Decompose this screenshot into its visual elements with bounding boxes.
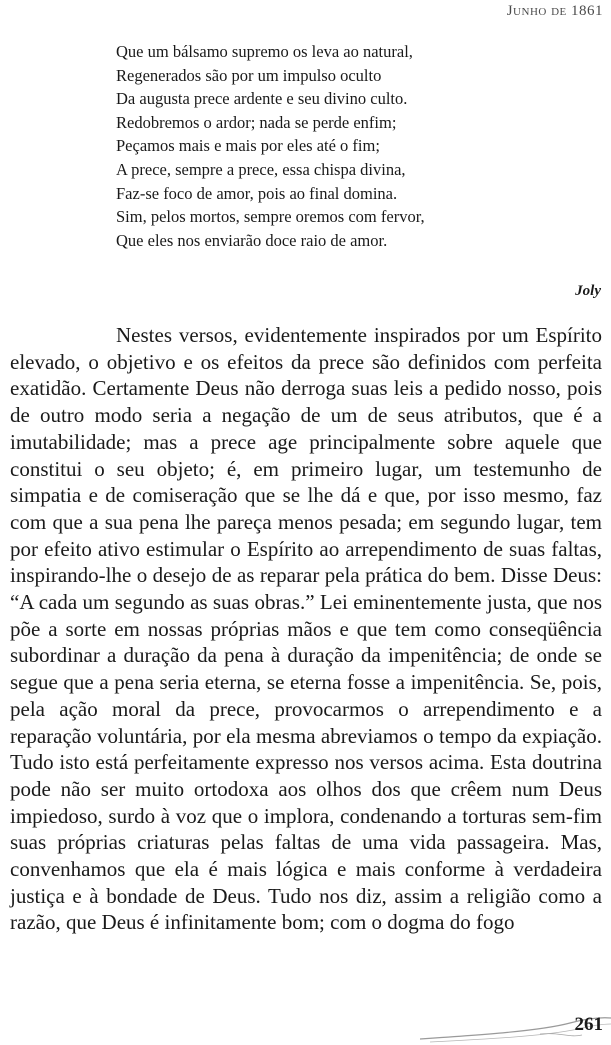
poem-line: A prece, sempre a prece, essa chispa divina,	[116, 159, 406, 179]
poem-line: Regenerados são por um impulso oculto	[116, 65, 382, 85]
page-number: 261	[574, 1014, 603, 1035]
poem-line: Que eles nos enviarão doce raio de amor.	[116, 230, 388, 250]
poem	[116, 40, 425, 252]
body-paragraph: Nestes versos, evidentemente inspirados por um Espírito elevado, o objetivo e os efeitos da prece são definidos com perfeita exatidão. Certamente Deus não derroga suas leis a pedido nosso, pois de outro modo seria a negação de um de seus atributos, que é a imutabilidade; mas a prece age principalmente sobre aquele que constitui o seu objeto; é, em primeiro lugar, um testemunho de simpatia e de comiseração que se lhe dá e que, por isso mesmo, faz com que a sua pena lhe pareça menos pesada; em segundo lugar, tem por efeito ativo estimular o Espírito ao arrependimento de suas faltas, inspirando-lhe o desejo de as reparar pela prática do bem. Disse Deus: “A cada um segundo as suas obras.” Lei eminentemente justa, que nos põe a sorte em nossas próprias mãos e que tem como conseqüência subordinar a duração da pena à duração da impenitência; de onde se segue que a pena seria eterna, se eterna fosse a impenitência. Se, pois, pela ação moral da prece, provocarmos o arrependimento e a reparação voluntária, por ela mesma abreviamos o tempo da expiação. Tudo isto está perfeitamente expresso nos versos acima. Esta doutrina pode não ser muito ortodoxa aos olhos dos que crêem num Deus impiedoso, surdo à voz que o implora, condenando a torturas sem-fim suas próprias criaturas pelas faltas de uma vida passageira. Mas, convenhamos que ela é mais lógica e mais conforme à verdadeira justiça e à bondade de Deus. Tudo nos diz, assim a religião como a razão, que Deus é infinitamente bom; com o dogma do fogo	[10, 323, 602, 935]
poem-line: Redobremos o ardor; nada se perde enfim;	[116, 112, 397, 132]
poem-line: Faz-se foco de amor, pois ao final domina.	[116, 183, 398, 203]
poem-line: Que um bálsamo supremo os leva ao natural,	[116, 42, 413, 61]
poem-line: Da augusta prece ardente e seu divino culto.	[116, 89, 408, 109]
poem-line: Sim, pelos mortos, sempre oremos com fervor,	[116, 207, 425, 227]
running-head: Junho de 1861	[506, 3, 603, 19]
poem-author: Joly	[575, 283, 601, 299]
poem-line: Peçamos mais e mais por eles até o fim;	[116, 136, 380, 156]
